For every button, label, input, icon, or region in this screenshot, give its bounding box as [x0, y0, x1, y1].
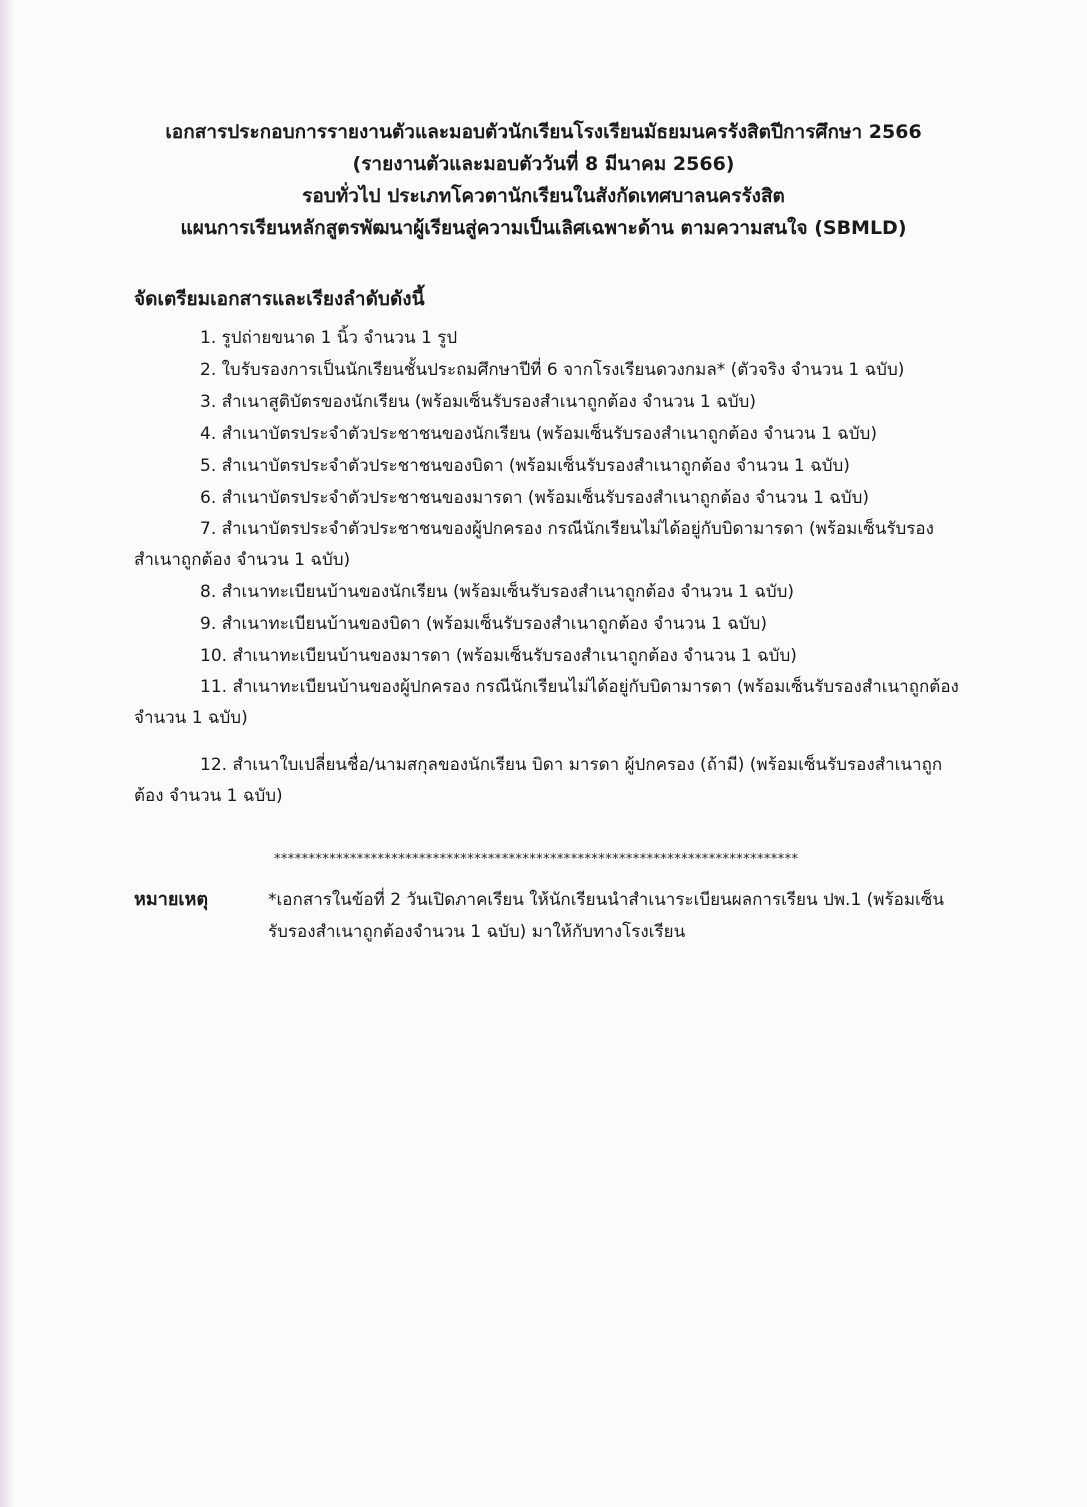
- header-round: รอบทั่วไป ประเภทโควตานักเรียนในสังกัดเทศบาลนครรังสิต: [302, 185, 785, 207]
- list-item: [134, 418, 962, 450]
- list-item-text: 4. สำเนาบัตรประจำตัวประชาชนของนักเรียน (พร้อมเซ็นรับรองสำเนาถูกต้อง จำนวน 1 ฉบับ): [200, 424, 877, 444]
- header-title: เอกสารประกอบการรายงานตัวและมอบตัวนักเรียนโรงเรียนมัธยมนครรังสิตปีการศึกษา 2566: [165, 121, 922, 143]
- note-label: หมายเหตุ: [134, 889, 209, 910]
- list-item-text: 11. สำเนาทะเบียนบ้านของผู้ปกครอง กรณีนักเรียนไม่ได้อยู่กับบิดามารดา (พร้อมเซ็นรับรองสำเนาถูกต้อง จำนวน 1 ฉบับ): [134, 677, 959, 728]
- list-item: [134, 608, 962, 640]
- list-item: [134, 386, 962, 418]
- header-date: (รายงานตัวและมอบตัววันที่ 8 มีนาคม 2566): [352, 153, 735, 175]
- list-item-text: 9. สำเนาทะเบียนบ้านของบิดา (พร้อมเซ็นรับรองสำเนาถูกต้อง จำนวน 1 ฉบับ): [200, 614, 767, 634]
- list-item-text: 3. สำเนาสูติบัตรของนักเรียน (พร้อมเซ็นรับรองสำเนาถูกต้อง จำนวน 1 ฉบับ): [200, 392, 756, 412]
- header-program: แผนการเรียนหลักสูตรพัฒนาผู้เรียนสู่ความเป็นเลิศเฉพาะด้าน ตามความสนใจ (SBMLD): [180, 217, 907, 239]
- list-item: [134, 482, 962, 514]
- asterisk-separator: ****************************************************************************: [274, 852, 799, 867]
- list-item: [134, 322, 962, 354]
- list-item: [134, 750, 962, 812]
- list-item-text: 2. ใบรับรองการเป็นนักเรียนชั้นประถมศึกษาปีที่ 6 จากโรงเรียนดวงกมล* (ตัวจริง จำนวน 1 ฉบับ): [200, 360, 905, 380]
- list-item-text: 10. สำเนาทะเบียนบ้านของมารดา (พร้อมเซ็นรับรองสำเนาถูกต้อง จำนวน 1 ฉบับ): [200, 646, 797, 666]
- list-item: [134, 672, 962, 734]
- document-checklist: [134, 322, 962, 812]
- list-item-text: 7. สำเนาบัตรประจำตัวประชาชนของผู้ปกครอง กรณีนักเรียนไม่ได้อยู่กับบิดามารดา (พร้อมเซ็นรับรองสำเนาถูกต้อง จำนวน 1 ฉบับ): [134, 519, 934, 570]
- list-item: [134, 576, 962, 608]
- note-text: *เอกสารในข้อที่ 2 วันเปิดภาคเรียน ให้นักเรียนนำสำเนาระเบียนผลการเรียน ปพ.1 (พร้อมเซ็นรับรองสำเนาถูกต้องจำนวน 1 ฉบับ) มาให้กับทางโรงเรียน: [268, 890, 945, 942]
- list-item: [134, 354, 962, 386]
- document-header: [60, 116, 1027, 244]
- list-item-text: 12. สำเนาใบเปลี่ยนชื่อ/นามสกุลของนักเรียน บิดา มารดา ผู้ปกครอง (ถ้ามี) (พร้อมเซ็นรับรองสำเนาถูกต้อง จำนวน 1 ฉบับ): [134, 755, 943, 806]
- list-item: [134, 450, 962, 482]
- list-item-text: 5. สำเนาบัตรประจำตัวประชาชนของบิดา (พร้อมเซ็นรับรองสำเนาถูกต้อง จำนวน 1 ฉบับ): [200, 456, 850, 476]
- list-item-text: 1. รูปถ่ายขนาด 1 นิ้ว จำนวน 1 รูป: [200, 328, 458, 348]
- list-item-text: 6. สำเนาบัตรประจำตัวประชาชนของมารดา (พร้อมเซ็นรับรองสำเนาถูกต้อง จำนวน 1 ฉบับ): [200, 488, 870, 508]
- section-title: จัดเตรียมเอกสารและเรียงลำดับดังนี้: [134, 288, 425, 310]
- list-item: [134, 514, 962, 576]
- list-item-text: 8. สำเนาทะเบียนบ้านของนักเรียน (พร้อมเซ็นรับรองสำเนาถูกต้อง จำนวน 1 ฉบับ): [200, 582, 795, 602]
- list-item: [134, 640, 962, 672]
